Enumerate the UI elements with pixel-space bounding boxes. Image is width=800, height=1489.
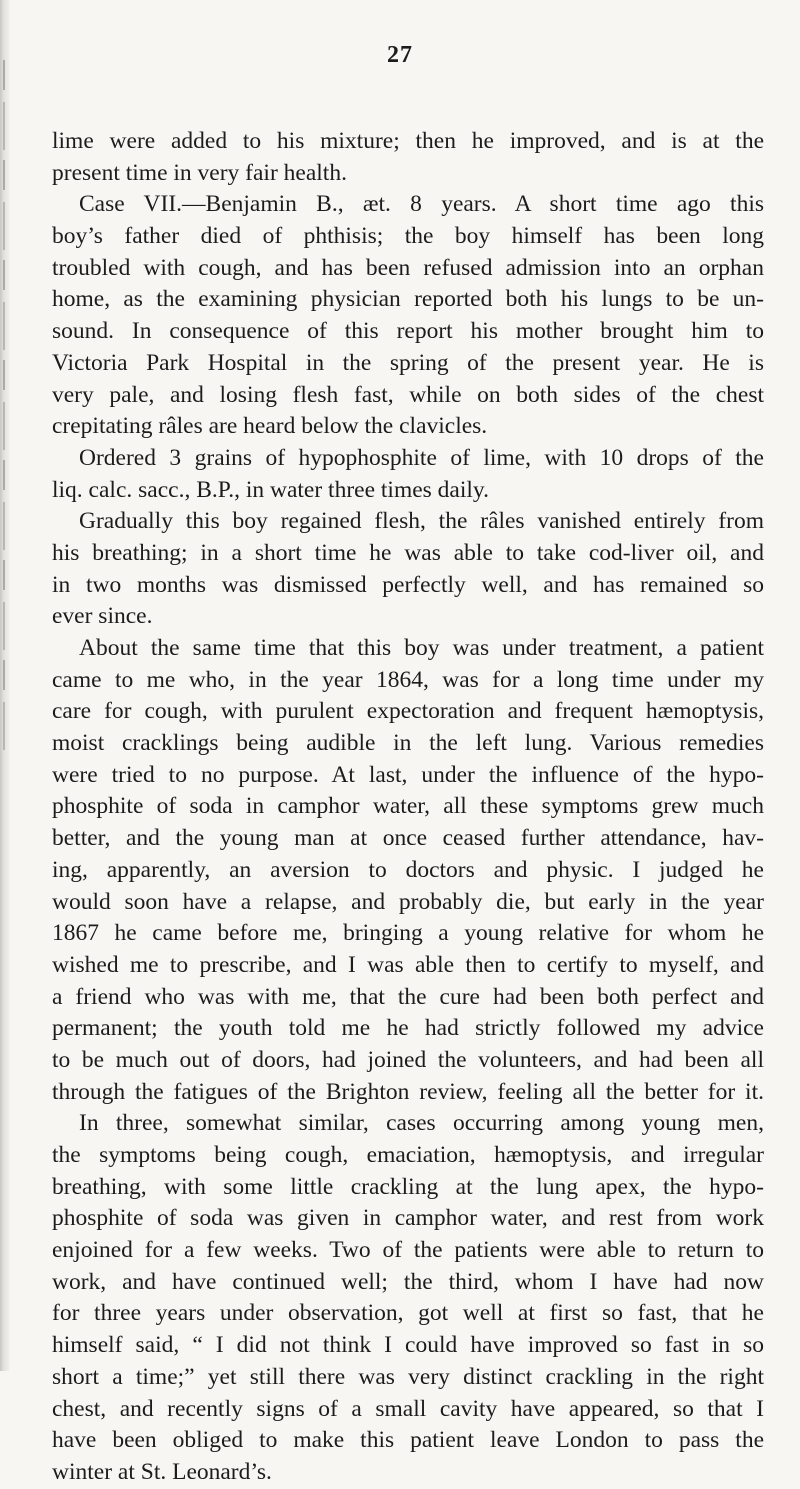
text-line: Victoria Park Hospital in the spring of the present year. He is <box>52 349 764 376</box>
text-line: Ordered 3 grains of hypophosphite of lime, with 10 drops of the <box>79 444 764 471</box>
text-line: enjoined for a few weeks. Two of the patients were able to return to <box>52 1237 764 1264</box>
text-line: 1867 he came before me, bringing a young relative for whom he <box>52 920 764 947</box>
text-line: short a time;” yet still there was very distinct crackling in the right <box>52 1363 764 1390</box>
text-line: troubled with cough, and has been refused admission into an orphan <box>52 254 764 281</box>
text-line: sound. In consequence of this report his mother brought him to <box>52 318 764 345</box>
page-number: 27 <box>387 42 413 68</box>
text-line: crepitating râles are heard below the clavicles. <box>52 413 488 440</box>
text-line: breathing, with some little crackling at the lung apex, the hypo- <box>52 1173 764 1200</box>
text-line: ever since. <box>52 603 153 630</box>
text-line: for three years under observation, got well at first so fast, that he <box>52 1300 764 1327</box>
text-line: phosphite of soda in camphor water, all these symptoms grew much <box>52 793 764 820</box>
text-line: chest, and recently signs of a small cavity have appeared, so that I <box>52 1395 764 1422</box>
text-line: In three, somewhat similar, cases occurring among young men, <box>79 1110 764 1137</box>
text-line: winter at St. Leonard’s. <box>52 1458 272 1485</box>
body-text <box>52 126 764 1489</box>
text-line: care for cough, with purulent expectoration and frequent hæmoptysis, <box>52 698 764 725</box>
text-line: present time in very fair health. <box>52 159 347 186</box>
page-left-edge <box>0 0 10 1371</box>
text-line: the symptoms being cough, emaciation, hæmoptysis, and irregular <box>52 1142 764 1168</box>
text-line: to be much out of doors, had joined the volunteers, and had been all <box>52 1046 764 1073</box>
text-line: ing, apparently, an aversion to doctors and physic. I judged he <box>52 856 764 883</box>
text-line: About the same time that this boy was under treatment, a patient <box>79 635 764 661</box>
text-line: were tried to no purpose. At last, under the influence of the hypo- <box>52 761 764 788</box>
text-line: permanent; the youth told me he had strictly followed my advice <box>52 1015 764 1042</box>
text-line: liq. calc. sacc., B.P., in water three times daily. <box>52 476 490 503</box>
text-line: came to me who, in the year 1864, was for a long time under my <box>52 666 764 693</box>
text-line: boy’s father died of phthisis; the boy himself has been long <box>52 223 764 250</box>
text-line: phosphite of soda was given in camphor water, and rest from work <box>52 1205 764 1232</box>
text-line: better, and the young man at once ceased further attendance, hav- <box>52 825 764 852</box>
text-line: work, and have continued well; the third, whom I have had now <box>52 1268 764 1295</box>
binding-shadow <box>3 60 5 750</box>
text-line: wished me to prescribe, and I was able then to certify to myself, and <box>52 951 764 978</box>
text-line: his breathing; in a short time he was able to take cod-liver oil, and <box>52 539 764 566</box>
text-line: home, as the examining physician reported both his lungs to be un- <box>52 286 764 313</box>
text-line: a friend who was with me, that the cure had been both perfect and <box>52 983 764 1010</box>
text-line: Case VII.—Benjamin B., æt. 8 years. A short time ago this <box>79 191 764 218</box>
text-line: through the fatigues of the Brighton review, feeling all the better for it. <box>52 1078 764 1105</box>
text-line: would soon have a relapse, and probably die, but early in the year <box>52 888 764 915</box>
text-line: have been obliged to make this patient leave London to pass the <box>52 1427 764 1454</box>
text-line: moist cracklings being audible in the left lung. Various remedies <box>52 730 764 757</box>
text-line: himself said, “ I did not think I could have improved so fast in so <box>52 1332 764 1359</box>
text-line: Gradually this boy regained flesh, the râles vanished entirely from <box>79 508 764 535</box>
text-line: very pale, and losing flesh fast, while on both sides of the chest <box>52 381 764 408</box>
text-line: in two months was dismissed perfectly well, and has remained so <box>52 571 764 598</box>
text-line: lime were added to his mixture; then he improved, and is at the <box>52 128 764 154</box>
